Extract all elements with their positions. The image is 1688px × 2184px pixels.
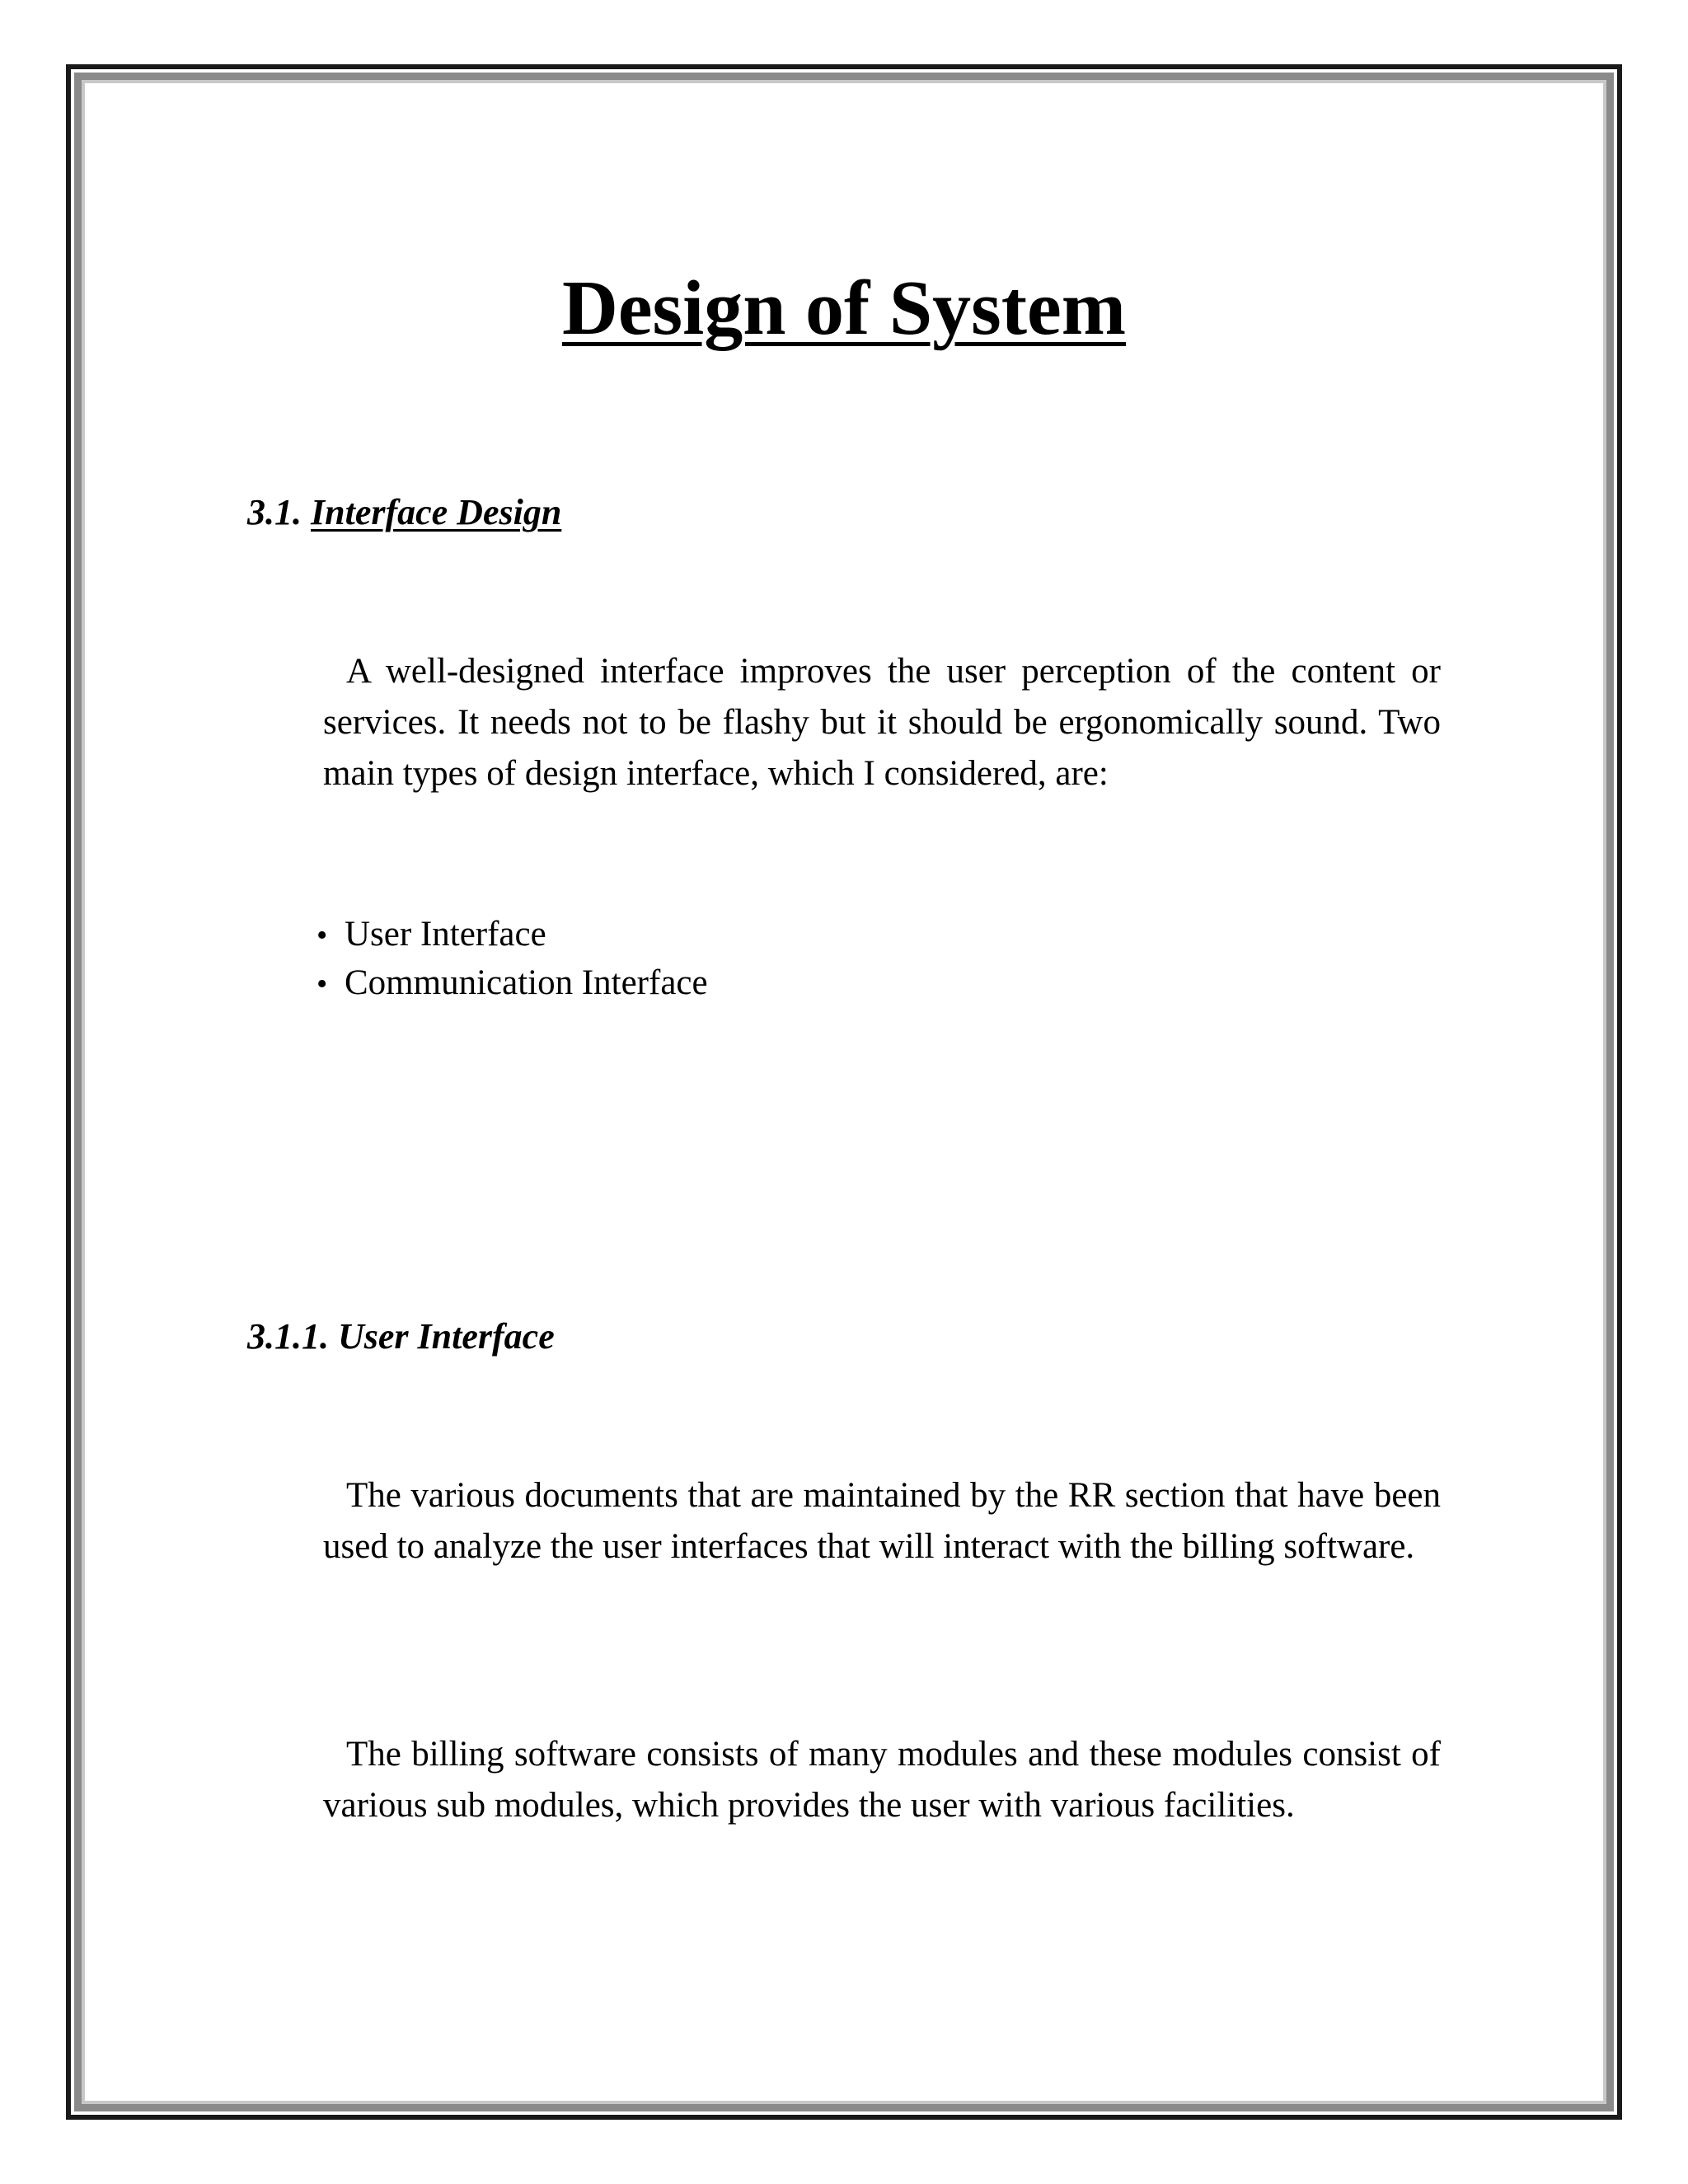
user-interface-paragraph-2: The billing software consists of many modules and these modules consist of various sub modules, which provides the user with various facilities. bbox=[323, 1735, 1441, 1825]
page-title bbox=[0, 262, 1688, 355]
section-title: Interface Design bbox=[311, 492, 562, 532]
user-interface-paragraph-1: The various documents that are maintained by the RR section that have been used to analyze the user interfaces that will interact with the billing software. bbox=[323, 1476, 1441, 1566]
bullet-icon: • bbox=[316, 967, 328, 1001]
bullet-icon: • bbox=[316, 918, 328, 953]
section-heading-user-interface: 3.1.1. User Interface bbox=[247, 1316, 555, 1357]
list-item-label: User Interface bbox=[345, 915, 546, 954]
list-item-label: Communication Interface bbox=[345, 963, 708, 1002]
interface-design-paragraph: A well-designed interface improves the user perception of the content or services. It needs not to be flashy but it should be ergonomically sound. Two main types of design interface, which I considered, are: bbox=[323, 652, 1441, 793]
section-heading-interface-design bbox=[247, 491, 561, 535]
interface-types-list bbox=[316, 911, 708, 1008]
list-item-communication-interface bbox=[316, 959, 708, 1008]
page-title-text: Design of System bbox=[561, 265, 1127, 351]
list-item-user-interface bbox=[316, 911, 708, 959]
section-number: 3.1. bbox=[247, 492, 302, 532]
